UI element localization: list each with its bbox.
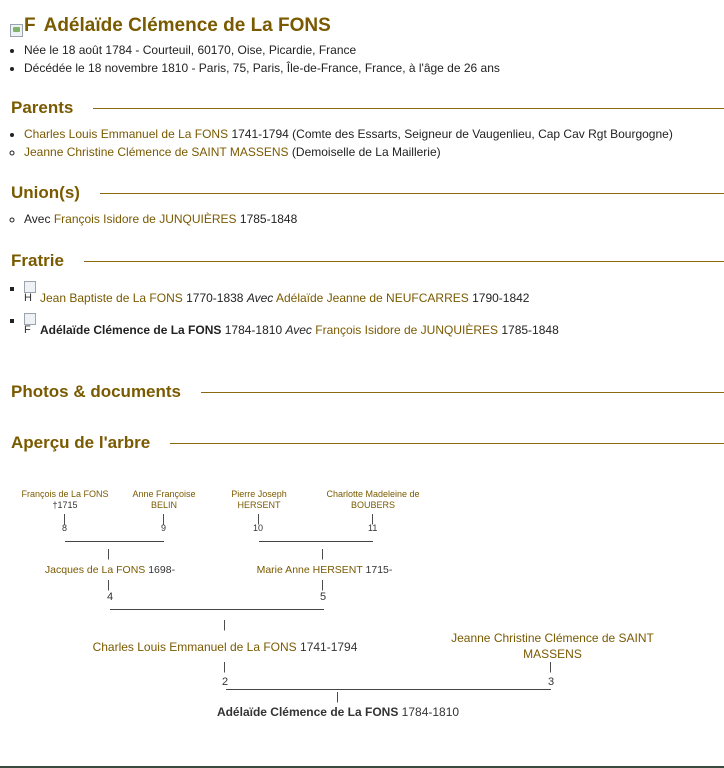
sibling-photo [24,313,35,336]
tree-node-3 [445,630,660,662]
list-item-union [24,210,297,228]
tree-person-link[interactable]: Marie Anne HERSENT [256,564,363,576]
tree-person-link[interactable]: François de La FONS [21,489,109,499]
father-link[interactable]: Charles Louis Emmanuel de La FONS [24,127,229,141]
list-item-father [24,125,673,143]
tree-connector: | [257,513,260,525]
death-info: • Décédée le 18 novembre 1810 - Paris, 75, Paris, Île-de-France, France, à l'âge de 26 ans [24,59,500,77]
sosa-number: 2 [222,676,229,688]
mother-link[interactable]: Jeanne Christine Clémence de SAINT MASSENS [24,145,289,159]
tree-node-4 [20,563,200,577]
spouse-link[interactable]: François Isidore de JUNQUIÈRES [53,212,237,226]
section-title-photos: Photos & documents [11,382,182,401]
with-label: Avec [285,323,312,337]
tree-connector: | [162,513,165,525]
sibling-text [40,323,559,337]
mother-note: (Demoiselle de La Maillerie) [291,145,441,159]
page-title: Adélaïde Clémence de La FONS [43,15,331,36]
section-unions [11,183,724,203]
sibling-spouse-link[interactable]: Adélaïde Jeanne de NEUFCARRES [275,291,469,305]
tree-node-5 [232,563,417,577]
tree-node-11 [313,489,433,511]
tree-person-link[interactable]: Charlotte Madeleine de BOUBERS [326,489,420,510]
tree-couple-line [110,609,324,610]
sosa-number: 11 [368,523,378,533]
tree-person-dates: 1715- [365,564,393,576]
person-info-list [10,41,500,77]
gender-initial: F [24,15,36,36]
tree-couple-line [259,541,373,542]
birth-info: • Née le 18 août 1784 - Courteuil, 60170, Oise, Picardie, France [24,41,500,59]
section-divider [84,261,724,262]
sosa-number: 3 [548,676,555,688]
sosa-number: 10 [253,523,264,533]
tree-person-link[interactable]: Jeanne Christine Clémence de SAINT MASSENS [451,631,654,661]
sibling-text [40,291,529,305]
tree-connector: | [223,619,226,631]
siblings-list [10,281,559,345]
person-photo [10,15,36,37]
tree-connector: | [223,661,226,673]
tree-connector: | [107,548,110,560]
section-title-unions: Union(s) [11,183,80,202]
gender-initial: F [24,324,31,336]
person-header [10,12,331,40]
sibling-link[interactable]: Jean Baptiste de La FONS [40,291,183,305]
section-title-parents: Parents [11,98,74,117]
sibling-spouse-dates: 1790-1842 [472,291,530,305]
tree-node-8 [10,489,120,511]
sibling-spouse-dates: 1785-1848 [501,323,559,337]
tree-person-link[interactable]: Charles Louis Emmanuel de La FONS [92,640,297,654]
tree-person-link[interactable]: Anne Françoise BELIN [132,489,196,510]
sibling-spouse-link[interactable]: François Isidore de JUNQUIÈRES [315,323,499,337]
spouse-dates: 1785-1848 [239,212,298,226]
tree-node-9 [119,489,209,511]
tree-connector: | [107,579,110,591]
tree-person-link[interactable]: Jacques de La FONS [44,564,146,576]
tree-couple-line [65,541,164,542]
section-title-tree: Aperçu de l'arbre [11,433,151,452]
sibling-dates: 1784-1810 [224,323,283,337]
tree-connector: | [321,579,324,591]
sibling-dates: 1770-1838 [186,291,244,305]
parents-list [10,125,673,161]
section-divider [201,392,724,393]
gender-initial: H [24,292,32,304]
tree-connector: | [371,513,374,525]
broken-image-icon [10,24,23,37]
section-divider [100,193,724,194]
sibling-photo [24,281,35,304]
sosa-number: 5 [320,591,327,603]
tree-couple-line [226,689,551,690]
tree-root-dates: 1784-1810 [401,705,460,719]
tree-root-name: Adélaïde Clémence de La FONS [216,705,399,719]
section-fratrie [11,251,724,271]
union-prefix: Avec [24,212,51,226]
section-tree [11,433,724,453]
tree-connector: | [336,691,339,703]
section-title-fratrie: Fratrie [11,251,64,270]
tree-person-dates: 1698- [148,564,176,576]
family-tree [0,480,724,730]
father-note: (Comte des Essarts, Seigneur de Vaugenlieu, Cap Cav Rgt Bourgogne) [292,127,673,141]
tree-connector: | [321,548,324,560]
section-photos [11,382,724,402]
section-divider [93,108,724,109]
section-divider [170,443,724,444]
tree-connector: | [63,513,66,525]
unions-list [10,210,297,228]
tree-person-dates: 1741-1794 [300,640,358,654]
tree-person-link[interactable]: Pierre Joseph HERSENT [231,489,287,510]
section-parents [11,98,724,118]
tree-node-root [168,704,508,720]
sosa-number: 8 [62,523,68,533]
tree-node-2 [80,639,370,655]
sosa-number: 9 [161,523,167,533]
sosa-number: 4 [107,591,114,603]
tree-node-10 [214,489,304,511]
father-dates: 1741-1794 [231,127,289,141]
list-item-mother [24,143,673,161]
tree-person-dates: †1715 [52,500,78,510]
with-label: Avec [246,291,274,305]
sibling-self-name: Adélaïde Clémence de La FONS [40,323,222,337]
tree-connector: | [549,661,552,673]
